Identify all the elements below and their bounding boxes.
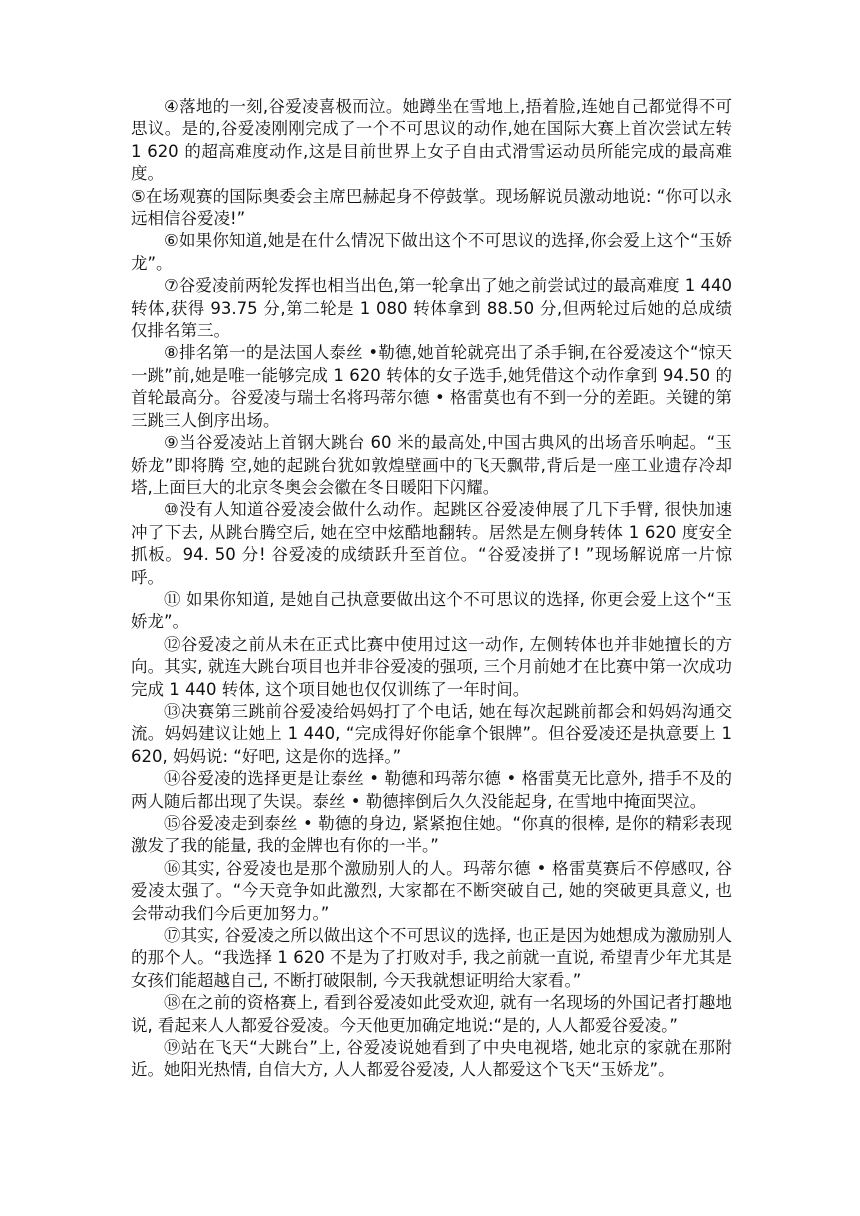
- paragraph-18: ⑱在之前的资格赛上, 看到谷爱凌如此受欢迎, 就有一名现场的外国记者打趣地说, 看起来人人都爱谷爱凌。今天他更加确定地说:“是的, 人人都爱谷爱凌。”: [131, 993, 732, 1035]
- paragraph-17: ⑰其实, 谷爱凌之所以做出这个不可思议的选择, 也正是因为她想成为激励别人的那个人。“我选择 1 620 不是为了打败对手, 我之前就一直说, 希望青少年尤其是女孩们能超越自己, 不断打破限制, 今天我就想证明给大家看。”: [131, 926, 732, 990]
- paragraph-12: ⑫谷爱凌之前从未在正式比赛中使用过这一动作, 左侧转体也并非她擅长的方向。其实, 就连大跳台项目也并非谷爱凌的强项, 三个月前她才在比赛中第一次成功完成 1 440 转体, 这个项目她也仅仅训练了一年时间。: [131, 634, 732, 699]
- paragraph-15: ⑮谷爱凌走到泰丝 • 勒德的身边, 紧紧抱住她。“你真的很棒, 是你的精彩表现激发了我的能量, 我的金牌也有你的一半。”: [131, 814, 732, 856]
- paragraph-11: ⑪ 如果你知道, 是她自己执意要做出这个不可思议的选择, 你更会爱上这个“玉娇龙”。: [131, 589, 732, 632]
- paragraph-16: ⑯其实, 谷爱凌也是那个激励别人的人。玛蒂尔德 • 格雷莫赛后不停感叹, 谷爱凌太强了。“今天竞争如此激烈, 大家都在不断突破自己, 她的突破更具意义, 也会带动我们今后更加努力。”: [131, 858, 732, 923]
- paragraph-6: ⑥如果你知道,她是在什么情况下做出这个不可思议的选择,你会爱上这个“玉娇龙”。: [131, 231, 732, 273]
- paragraph-9: ⑨当谷爱凌站上首钢大跳台 60 米的最高处,中国古典风的出场音乐响起。“玉娇龙”即将腾 空,她的起跳台犹如敦煌壁画中的飞天飘带,背后是一座工业遗存冷却塔,上面巨大的北京冬奥会会徽在冬日暖阳下闪耀。: [131, 433, 732, 497]
- paragraph-5: ⑤在场观赛的国际奥委会主席巴赫起身不停鼓掌。现场解说员激动地说: “你可以永远相信谷爱凌!”: [131, 186, 732, 229]
- paragraph-14: ⑭谷爱凌的选择更是让泰丝 • 勒德和玛蒂尔德 • 格雷莫无比意外, 措手不及的两人随后都出现了失误。泰丝 • 勒德摔倒后久久没能起身, 在雪地中掩面哭泣。: [131, 769, 732, 811]
- paragraph-19: ⑲站在飞天“大跳台”上, 谷爱凌说她看到了中央电视塔, 她北京的家就在那附近。她阳光热情, 自信大方, 人人都爱谷爱凌, 人人都爱这个飞天“玉娇龙”。: [131, 1038, 732, 1080]
- paragraph-4: ④落地的一刻,谷爱凌喜极而泣。她蹲坐在雪地上,捂着脸,连她自己都觉得不可思议。是的,谷爱凌刚刚完成了一个不可思议的动作,她在国际大赛上首次尝试左转 1 620 的超高难度动作,这是目前世界上女子自由式滑雪运动员所能完成的最高难度。: [131, 97, 732, 184]
- paragraph-10: ⑩没有人知道谷爱凌会做什么动作。起跳区谷爱凌伸展了几下手臂, 很快加速冲了下去, 从跳台腾空后, 她在空中炫酷地翻转。居然是左侧身转体 1 620 度安全抓板。94. 50 分! 谷爱凌的成绩跃升至首位。“谷爱凌拼了! ”现场解说席一片惊呼。: [131, 500, 732, 587]
- paragraph-8: ⑧排名第一的是法国人泰丝 •勒德,她首轮就亮出了杀手锏,在谷爱凌这个“惊天一跳”前,她是唯一能够完成 1 620 转体的女子选手,她凭借这个动作拿到 94.50 的首轮最高分。谷爱凌与瑞士名将玛蒂尔德 • 格雷莫也有不到一分的差距。关键的第三跳三人倒序出场。: [131, 343, 732, 430]
- paragraph-7: ⑦谷爱凌前两轮发挥也相当出色,第一轮拿出了她之前尝试过的最高难度 1 440 转体,获得 93.75 分,第二轮是 1 080 转体拿到 88.50 分,但两轮过后她的总成绩仅排名第三。: [131, 276, 732, 341]
- paragraph-13: ⑬决赛第三跳前谷爱凌给妈妈打了个电话, 她在每次起跳前都会和妈妈沟通交流。妈妈建议让她上 1 440, “完成得好你能拿个银牌”。但谷爱凌还是执意要上 1 620, 妈妈说: “好吧, 这是你的选择。”: [131, 701, 732, 766]
